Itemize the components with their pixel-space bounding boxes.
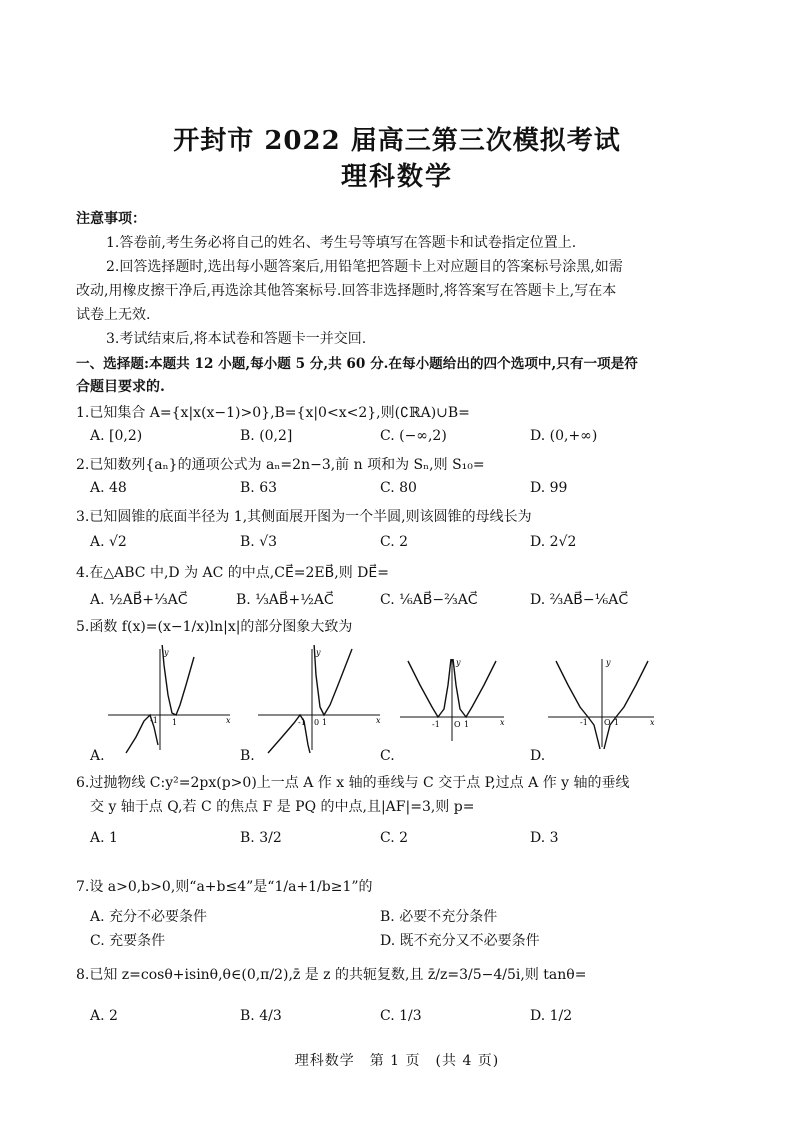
question-8-stem: 8.已知 z=cosθ+isinθ,θ∈(0,π/2),z̄ 是 z 的共轭复数,且 z̄/z=3/5−4/5i,则 tanθ= <box>76 967 587 983</box>
q6-option-a: A. 1 <box>90 830 118 846</box>
q5-graph-b <box>256 645 384 755</box>
notice-item-2-end: 试卷上无效. <box>76 307 151 323</box>
notice-item-2: 2.回答选择题时,选出每小题答案后,用铅笔把答题卡上对应题目的答案标号涂黑,如需 <box>106 259 623 275</box>
q5-option-b: B. <box>240 748 255 764</box>
q1-option-a: A. [0,2) <box>90 428 143 444</box>
svg-text:x: x <box>226 716 231 725</box>
svg-text:-1: -1 <box>580 718 588 727</box>
notice-item-2-cont: 改动,用橡皮擦干净后,再选涂其他答案标号.回答非选择题时,将答案写在答题卡上,写在本 <box>76 283 617 299</box>
svg-text:O: O <box>604 718 611 727</box>
question-5-stem: 5.函数 f(x)=(x−1/x)ln|x|的部分图象大致为 <box>76 619 353 635</box>
question-1-stem: 1.已知集合 A={x|x(x−1)>0},B={x|0<x<2},则(∁ℝA)∪B= <box>76 405 470 421</box>
svg-text:O: O <box>454 720 461 729</box>
q7-option-d: D. 既不充分又不必要条件 <box>380 933 540 949</box>
q2-option-c: C. 80 <box>380 480 417 496</box>
svg-text:1: 1 <box>614 718 620 727</box>
notice-item-1: 1.答卷前,考生务必将自己的姓名、考生号等填写在答题卡和试卷指定位置上. <box>106 235 577 251</box>
notice-item-3: 3.考试结束后,将本试卷和答题卡一并交回. <box>106 331 367 347</box>
q7-option-a: A. 充分不必要条件 <box>90 909 208 925</box>
q5-option-d: D. <box>530 748 546 764</box>
svg-text:1: 1 <box>322 718 328 727</box>
q3-option-c: C. 2 <box>380 534 409 550</box>
q5-graph-a <box>106 645 234 755</box>
q8-option-d: D. 1/2 <box>530 1008 573 1024</box>
q2-option-a: A. 48 <box>90 480 127 496</box>
q2-option-d: D. 99 <box>530 480 568 496</box>
question-3-stem: 3.已知圆锥的底面半径为 1,其侧面展开图为一个半圆,则该圆锥的母线长为 <box>76 509 532 525</box>
q7-option-c: C. 充要条件 <box>90 933 166 949</box>
q4-option-a: A. ½AB⃗+⅓AC⃗ <box>90 592 188 608</box>
q5-option-c: C. <box>380 748 395 764</box>
question-6-stem: 6.过抛物线 C:y²=2px(p>0)上一点 A 作 x 轴的垂线与 C 交于点 P,过点 A 作 y 轴的垂线 <box>76 775 630 791</box>
q5-graph-c <box>398 655 508 745</box>
notice-heading: 注意事项： <box>76 211 146 227</box>
q3-option-b: B. √3 <box>240 534 278 550</box>
q4-option-c: C. ⅙AB⃗−⅔AC⃗ <box>380 592 478 608</box>
svg-text:x: x <box>376 716 381 725</box>
svg-text:y: y <box>456 658 461 667</box>
page-title: 开封市 2022 届高三第三次模拟考试 <box>173 126 621 156</box>
svg-text:1: 1 <box>464 720 470 729</box>
q3-option-a: A. √2 <box>90 534 127 550</box>
q8-option-b: B. 4/3 <box>240 1008 282 1024</box>
question-7-stem: 7.设 a>0,b>0,则“a+b≤4”是“1/a+1/b≥1”的 <box>76 879 373 895</box>
q5-graph-d <box>546 655 658 750</box>
svg-text:-1: -1 <box>432 720 440 729</box>
q8-option-c: C. 1/3 <box>380 1008 422 1024</box>
q6-option-c: C. 2 <box>380 830 409 846</box>
q6-option-d: D. 3 <box>530 830 559 846</box>
section-heading: 一、选择题:本题共 12 小题,每小题 5 分,共 60 分.在每小题给出的四个选项中,只有一项是符 <box>76 356 638 372</box>
svg-text:1: 1 <box>172 718 178 727</box>
section-heading-cont: 合题目要求的. <box>76 379 165 395</box>
q7-option-b: B. 必要不充分条件 <box>380 909 498 925</box>
q4-option-d: D. ⅔AB⃗−⅙AC⃗ <box>530 592 629 608</box>
q1-option-b: B. (0,2] <box>240 428 293 444</box>
page-footer: 理科数学 第 1 页 (共 4 页) <box>294 1053 500 1069</box>
q3-option-d: D. 2√2 <box>530 534 577 550</box>
question-4-stem: 4.在△ABC 中,D 为 AC 的中点,CE⃗=2EB⃗,则 DE⃗= <box>76 565 389 581</box>
svg-text:y: y <box>606 658 611 667</box>
svg-text:x: x <box>650 718 655 727</box>
question-2-stem: 2.已知数列{aₙ}的通项公式为 aₙ=2n−3,前 n 项和为 Sₙ,则 S₁₀= <box>76 457 485 473</box>
q5-option-a: A. <box>90 748 105 764</box>
svg-text:-1: -1 <box>298 718 306 727</box>
q4-option-b: B. ⅓AB⃗+½AC⃗ <box>236 592 334 608</box>
q8-option-a: A. 2 <box>90 1008 118 1024</box>
q1-option-c: C. (−∞,2) <box>380 428 447 444</box>
q6-option-b: B. 3/2 <box>240 830 282 846</box>
q2-option-b: B. 63 <box>240 480 278 496</box>
q1-option-d: D. (0,+∞) <box>530 428 598 444</box>
svg-text:y: y <box>164 648 169 657</box>
svg-text:x: x <box>500 718 505 727</box>
question-6-stem-cont: 交 y 轴于点 Q,若 C 的焦点 F 是 PQ 的中点,且|AF|=3,则 p= <box>90 799 475 815</box>
svg-text:y: y <box>316 648 321 657</box>
page-subtitle: 理科数学 <box>340 162 453 192</box>
svg-text:-1: -1 <box>150 716 158 725</box>
svg-text:0: 0 <box>314 718 320 727</box>
